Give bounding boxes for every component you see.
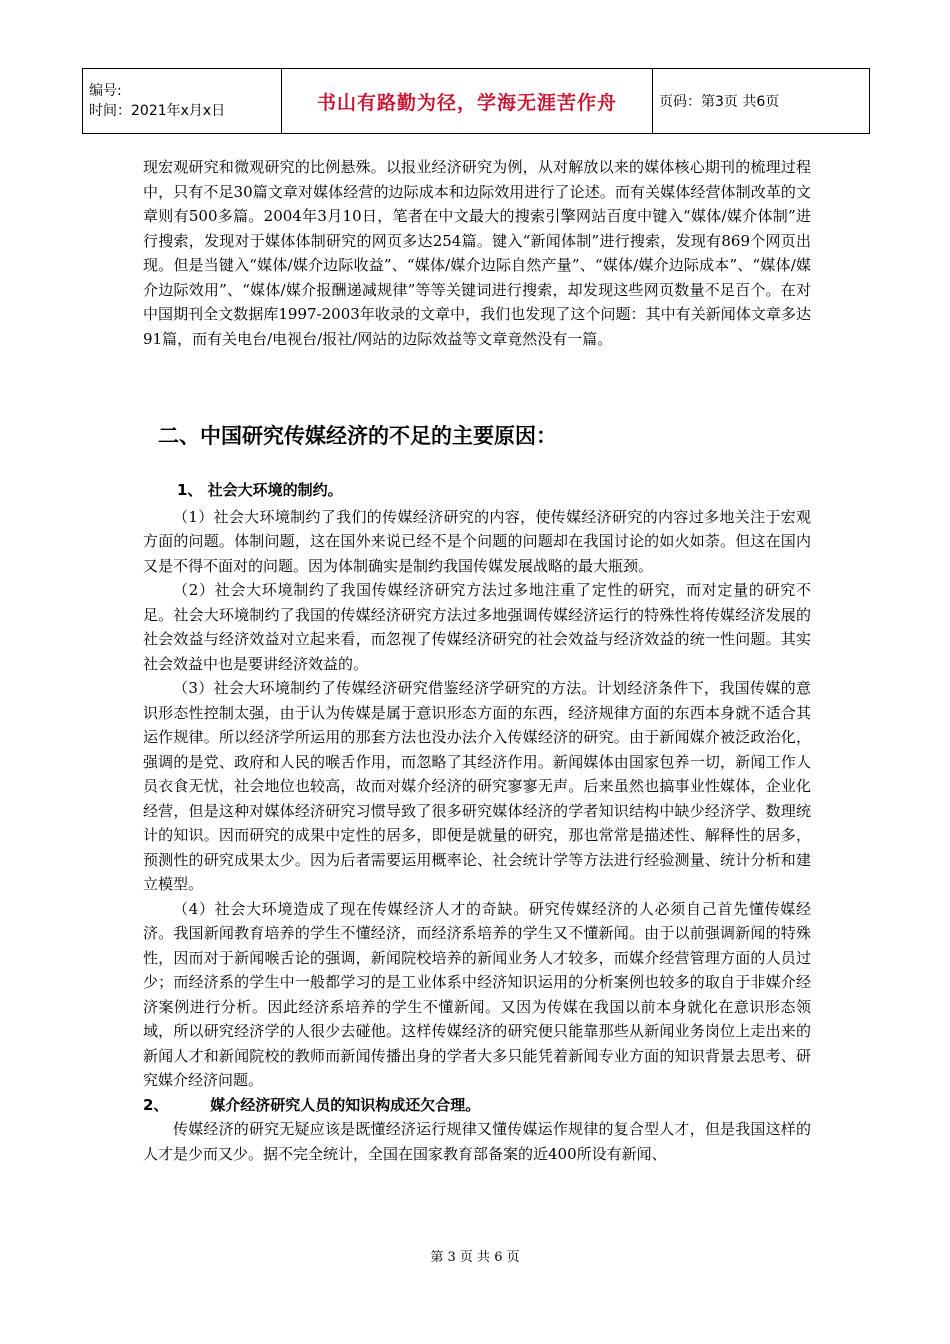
subsection-heading-2: 2、 媒介经济研究人员的知识构成还欠合理。 xyxy=(143,1095,481,1114)
section-heading: 二、中国研究传媒经济的不足的主要原因： xyxy=(158,424,557,448)
intro-block xyxy=(143,155,811,351)
page-footer: 第 3 页 共 6 页 xyxy=(430,1250,520,1265)
document-number-label: 编号: xyxy=(89,83,122,99)
document-header xyxy=(82,68,870,134)
document-date-label: 时间：2021年x月x日 xyxy=(89,103,226,119)
paragraph-3: （3）社会大环境制约了传媒经济研究借鉴经济学研究的方法。计划经济条件下，我国传媒的意识形态性控制太强，由于认为传媒是属于意识形态方面的东西，经济规律方面的东西本身就不适合其运作规律。所以经济学所运用的那套方法也没办法介入传媒经济的研究。由于新闻媒介被泛政治化，强调的是党、政府和人民的喉舌作用，而忽略了其经济作用。新闻媒体由国家包养一切，新闻工作人员衣食无忧，社会地位也较高，故而对媒介经济的研究寥寥无声。后来虽然也搞事业性媒体，企业化经营，但是这种对媒体经济研究习惯导致了很多研究媒体经济的学者知识结构中缺少经济学、数理统计的知识。因而研究的成果中定性的居多，即便是就量的研究，那也常常是描述性、解释性的居多，预测性的研究成果太少。因为后者需要运用概率论、社会统计学等方法进行经验测量、统计分析和建立模型。 xyxy=(143,679,811,893)
paragraph-4: （4）社会大环境造成了现在传媒经济人才的奇缺。研究传媒经济的人必须自己首先懂传媒经济。我国新闻教育培养的学生不懂经济，而经济系培养的学生又不懂新闻。由于以前强调新闻的特殊性，因而对于新闻喉舌论的强调，新闻院校培养的新闻业务人才较多，而媒介经营管理方面的人员过少；而经济系的学生中一般都学习的是工业体系中经济知识运用的分析案例也较多的取自于非媒介经济案例进行分析。因此经济系培养的学生不懂新闻。又因为传媒在我国以前本身就化在意识形态领域，所以研究经济学的人很少去碰他。这样传媒经济的研究便只能靠那些从新闻业务岗位上走出来的新闻人才和新闻院校的教师而新闻传播出身的学者大多只能凭着新闻专业方面的知识背景去思考、研究媒介经济问题。 xyxy=(143,899,811,1089)
main-body xyxy=(143,478,811,1166)
header-motto: 书山有路勤为径，学海无涯苦作舟 xyxy=(282,69,653,134)
header-meta xyxy=(83,69,282,134)
paragraph-5: 传媒经济的研究无疑应该是既懂经济运行规律又懂传媒运作规律的复合型人才，但是我国这样的人才是少而又少。据不完全统计，全国在国家教育部备案的近400所设有新闻、 xyxy=(143,1120,811,1163)
subsection-heading-1: 1、 社会大环境的制约。 xyxy=(177,481,343,499)
header-page-number: 页码：第3页 共6页 xyxy=(653,69,870,134)
paragraph-2: （2）社会大环境制约了我国传媒经济研究方法过多地注重了定性的研究，而对定量的研究不足。社会大环境制约了我国的传媒经济研究方法过多地强调传媒经济运行的特殊性将传媒经济发展的社会效益与经济效益对立起来看，而忽视了传媒经济研究的社会效益与经济效益的统一性问题。其实社会效益中也是要讲经济效益的。 xyxy=(143,581,811,673)
intro-paragraph: 现宏观研究和微观研究的比例悬殊。以报业经济研究为例，从对解放以来的媒体核心期刊的梳理过程中，只有不足30篇文章对媒体经营的边际成本和边际效用进行了论述。而有关媒体经营体制改革的文章则有500多篇。2004年3月10日，笔者在中文最大的搜索引擎网站百度中键入“媒体/媒介体制”进行搜索，发现对于媒体体制研究的网页多达254篇。键入“新闻体制”进行搜索，发现有869个网页出现。但是当键入“媒体/媒介边际收益”、“媒体/媒介边际自然产量”、“媒体/媒介边际成本”、“媒体/媒介边际效用”、“媒体/媒介报酬递减规律”等等关键词进行搜索，却发现这些网页数量不足百个。在对中国期刊全文数据库1997-2003年收录的文章中，我们也发现了这个问题：其中有关新闻体文章多达91篇，而有关电台/电视台/报社/网站的边际效益等文章竟然没有一篇。 xyxy=(143,158,811,348)
paragraph-1: （1）社会大环境制约了我们的传媒经济研究的内容，使传媒经济研究的内容过多地关注于宏观方面的问题。体制问题，这在国外来说已经不是个问题的问题却在我国讨论的如火如荼。但这在国内又是不得不面对的问题。因为体制确实是制约我国传媒发展战略的最大瓶颈。 xyxy=(143,507,811,575)
